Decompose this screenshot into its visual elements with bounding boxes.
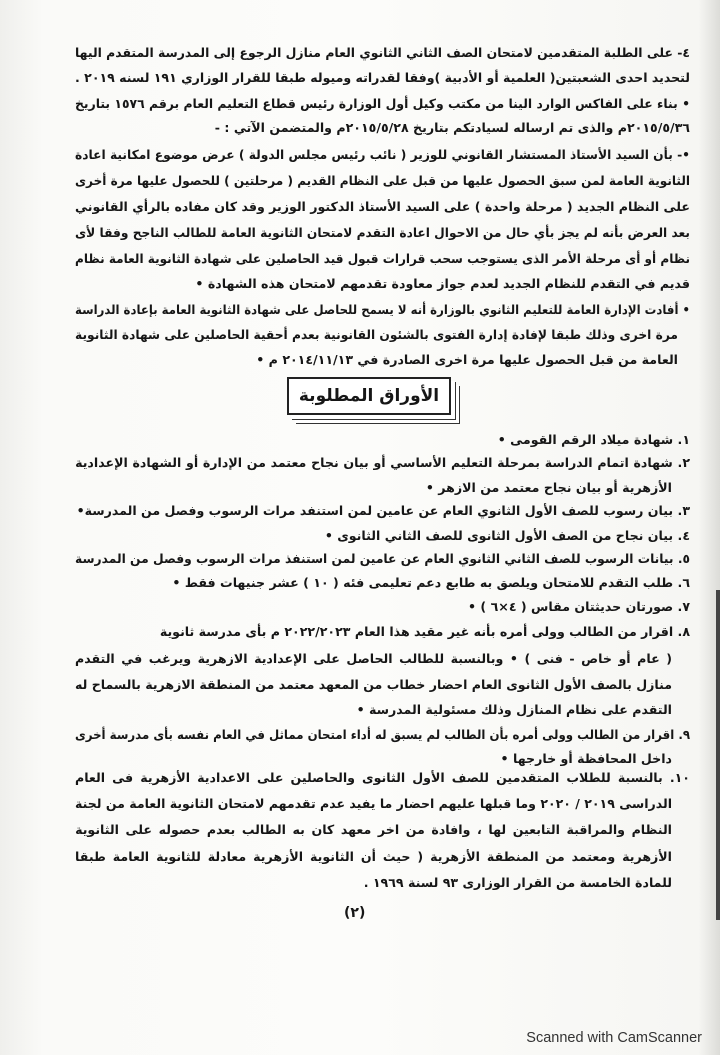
required-item-line: ٦. طلب التقدم للامتحان ويلصق به طابع دعم تعليمى فئه ( ١٠ ) عشر جنيهات فقط • (172, 575, 690, 590)
paragraph-line: بعد العرض بأنه لم يجز بأي حال من الاحوال اعادة التقدم لامتحان الثانوية العامة للطالب الناجح وفقا لأى (75, 225, 691, 240)
required-item-line: داخل المحافظة أو خارجها • (500, 751, 672, 766)
page-edge-shadow (716, 590, 720, 920)
required-item-line: ٢. شهادة اتمام الدراسة بمرحلة التعليم الأساسي أو بيان نجاح معتمد من الإدارة أو الشهادة الإعدادية (75, 455, 690, 470)
required-item-line: ٧. صورتان حديثتان مقاس ( ٤×٦ ) • (468, 599, 690, 614)
section-title-box (287, 377, 451, 415)
paragraph-line: الثانوية العامة لمن سبق الحصول عليها من قبل على النظام القديم ( مرحلتين ) للحصول عليها مرة أخرى (74, 173, 690, 188)
required-item-line: ٩. اقرار من الطالب وولى أمره بأن الطالب لم يسبق له أداء امتحان مماثل في العام نفسه بأى مدرسة أخرى (74, 727, 690, 742)
required-item-line: ٥. بيانات الرسوب للصف الثاني الثانوي العام عن عامين لمن استنفذ مرات الرسوب وفصل من المدرسة (75, 551, 690, 566)
required-item-line: الأزهرية ومعتمد من المنطقة الأزهرية ( حيث أن الثانوية الأزهرية معادلة للثانوية العامة طبقا (75, 849, 672, 864)
page-number: (٢) (344, 905, 366, 921)
paragraph-line: نظام أو أى مرحلة الأمر الذى يستوجب سحب قرارات قبول قيد الحاصلين على شهادة الثانوية العامة نظام (75, 251, 690, 266)
paragraph-line: • أفادت الإدارة العامة للتعليم الثانوي بالوزارة أنه لا يسمح للحاصل على شهادة الثانوية العامة بإعادة الدراسة (75, 302, 690, 317)
scanner-watermark: Scanned with CamScanner (526, 1030, 702, 1046)
required-item-line: ٣. بيان رسوب للصف الأول الثانوي العام عن عامين لمن استنفد مرات الرسوب وفصل من المدرسة• (76, 503, 690, 518)
paragraph-line: قديم في التقدم للنظام الجديد لعدم جواز معاودة تقدمهم لامتحان هذه الشهادة • (195, 276, 690, 291)
required-item-line: ١. شهادة ميلاد الرقم القومى • (497, 432, 690, 447)
paragraph-line: ٤- على الطلبة المتقدمين لامتحان الصف الثاني الثانوي العام منازل الرجوع إلى المدرسة المتقدم اليها (75, 45, 690, 60)
paragraph-line: • بناء على الفاكس الوارد الينا من مكتب وكيل أول الوزارة رئيس قطاع التعليم العام برقم ١٥٧٦ بتاريخ (75, 96, 690, 111)
required-item-line: ( عام أو خاص - فنى ) • وبالنسبة للطالب الحاصل على الإعدادية الازهرية ويرغب في التقدم (74, 651, 672, 666)
required-item-line: النظام والمراقبة التابعين لها ، وافادة من اخر معهد كان به الطالب بعدم حصوله على الثانوية (75, 822, 672, 837)
required-item-line: ٨. اقرار من الطالب وولى أمره بأنه غير مقيد هذا العام ٢٠٢٢/٢٠٢٣ م بأى مدرسة ثانوية (159, 624, 690, 639)
section-title: الأوراق المطلوبة (298, 386, 440, 406)
required-item-line: التقدم على نظام المنازل وذلك مسئولية المدرسة • (356, 702, 672, 717)
required-item-line: ١٠. بالنسبة للطلاب المتقدمين للصف الأول الثانوى والحاصلين على الاعدادية الأزهرية فى العام (74, 770, 690, 785)
required-item-line: الدراسى ٢٠١٩ / ٢٠٢٠ وما قبلها عليهم احضار ما يفيد عدم تقدمهم لامتحان الثانوية العامة من لجنة (74, 796, 672, 811)
paragraph-line: •- بأن السيد الأستاذ المستشار القانوني للوزير ( نائب رئيس مجلس الدولة ) عرض موضوع امكانية اعادة (74, 147, 690, 162)
required-item-line: منازل بالصف الأول الثانوى العام احضار خطاب من المعهد معتمد من المنطقة الازهرية بالسماح له (74, 677, 673, 692)
paragraph-line: على النظام الجديد ( مرحلة واحدة ) على السيد الأستاذ الدكتور الوزير وقد كان مفاده بالرأي القانوني (74, 199, 691, 214)
required-item-line: للمادة الخامسة من القرار الوزارى ٩٣ لسنة ١٩٦٩ . (363, 875, 672, 890)
required-item-line: الأزهرية أو بيان نجاح معتمد من الازهر • (425, 480, 672, 495)
paragraph-line: لتحديد احدى الشعبتين( العلمية أو الأدبية )وفقا لقدراته وميوله طبقا للقرار الوزاري ١٩١ لسنه ٢٠١٩ . (75, 70, 690, 85)
required-item-line: ٤. بيان نجاح من الصف الأول الثانوى للصف الثاني الثانوى • (324, 528, 690, 543)
paragraph-line: مرة اخرى وذلك طبقا لإفادة إدارة الفتوى بالشئون القانونية بعدم أحقية الحاصلين على شهادة الثانوية (75, 327, 679, 342)
paragraph-line: العامة من قبل الحصول عليها مرة اخرى الصادرة في ٢٠١٤/١١/١٣ م • (256, 352, 678, 367)
paragraph-line: ٢٠١٥/٥/٣٦م والذى تم ارساله لسيادتكم بتاريخ ٢٠١٥/٥/٢٨م والمتضمن الآتي : - (214, 120, 690, 135)
